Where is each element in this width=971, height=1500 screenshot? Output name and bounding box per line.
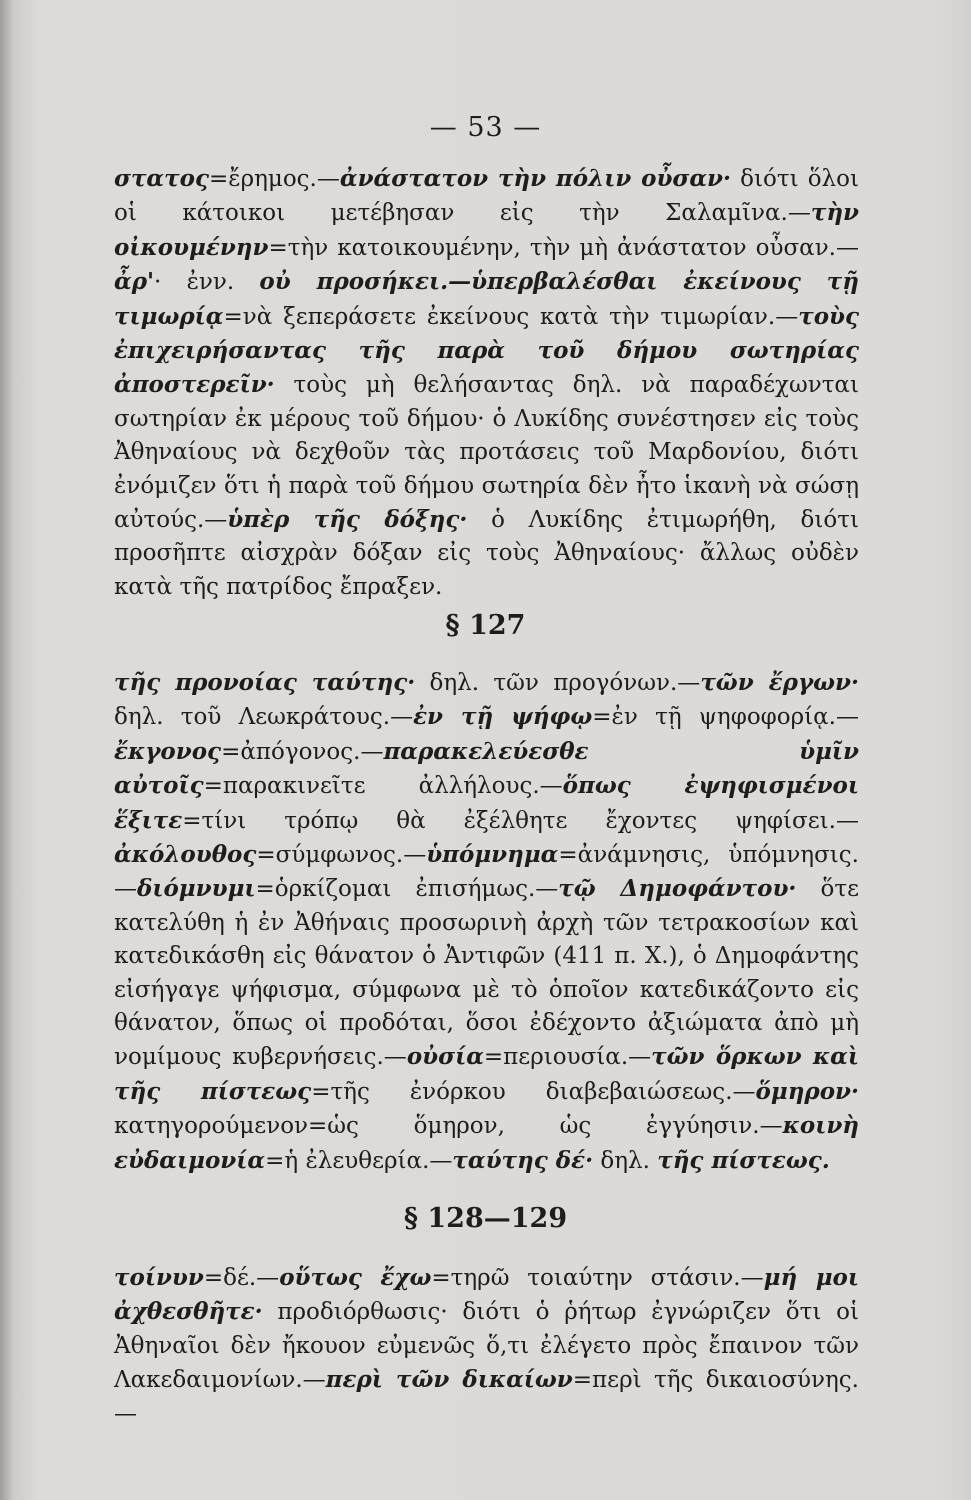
lemma-term: ὅμηρον·: [755, 1077, 860, 1105]
lemma-term: κοινὴ εὐδαιμονία: [114, 1112, 859, 1174]
gloss-text: =ἡ ἐλευθερία.—: [265, 1147, 453, 1174]
lemma-term: τῷ Δημοφάντου·: [558, 875, 797, 903]
gloss-text: δηλ. τοῦ Λεωκράτους.—: [114, 704, 414, 731]
gloss-text: =περιουσία.—: [483, 1044, 652, 1071]
lemma-term: παρακελεύεσθε ὑμῖν αὐτοῖς: [114, 737, 859, 800]
lemma-term: ὑπόμνημα: [426, 841, 559, 869]
gloss-text: δηλ. τῶν προγόνων.—: [415, 670, 701, 696]
commentary-paragraph-3: [114, 1261, 859, 1431]
page-number: — 53 —: [429, 112, 542, 143]
gloss-text: =τίνι τρόπῳ θὰ ἐξέλθητε ἔχοντες ψηφίσει.—: [182, 807, 859, 834]
lemma-term: ἔκγονος: [114, 737, 222, 765]
lemma-term: ὅπως ἐψηφισμένοι ἕξιτε: [114, 772, 859, 834]
gloss-text: τοὺς μὴ θελήσαντας δηλ. νὰ παραδέχωνται σωτηρίαν ἐκ μέρους τοῦ δήμου· ὁ Λυκίδης συνέστησεν εἰς τοὺς Ἀθηναίους νὰ δεχθοῦν τὰς προτάσεις τοῦ Μαρδονίου, διότι ἐνόμιζεν ὅτι ἡ παρὰ τοῦ δήμου σωτηρία δὲν ἦτο ἱκανὴ νὰ σώσῃ αὐτούς.—: [114, 372, 859, 534]
lemma-term: ἀνάστατον τὴν πόλιν οὖσαν·: [339, 165, 732, 192]
lemma-term: τῆς προνοίας ταύτης·: [114, 669, 416, 696]
paragraph-text: [114, 666, 859, 1178]
lemma-term: τοίνυν: [114, 1264, 204, 1291]
lemma-term: ἀκόλουθος: [114, 841, 257, 869]
gloss-text: =ἀνάμνησις, ὑπόμνησις.—: [114, 842, 859, 903]
gloss-text: =τηρῶ τοιαύτην στάσιν.—: [431, 1265, 764, 1291]
gloss-text: δηλ.: [593, 1147, 658, 1174]
gloss-text: =δέ.—: [203, 1265, 280, 1291]
gloss-text: =ἐν τῇ ψηφοφορίᾳ.—: [592, 704, 859, 731]
gloss-text: =νὰ ξεπεράσετε ἐκείνους κατὰ τὴν τιμωρίαν.—: [223, 303, 799, 330]
lemma-term: μή μοι ἀχθεσθῆτε·: [114, 1264, 859, 1326]
lemma-term: τῶν ὅρκων καὶ τῆς πίστεως: [114, 1043, 859, 1105]
lemma-term: στατος: [114, 165, 209, 192]
section-heading-128-129: § 128—129: [403, 1203, 568, 1234]
lemma-term: τῆς πίστεως.: [657, 1146, 830, 1174]
lemma-term: οὕτως ἔχω: [279, 1264, 432, 1291]
lemma-term: τῶν ἔργων·: [700, 669, 860, 696]
gloss-text: =σύμφωνος.—: [256, 842, 427, 869]
gloss-text: προδιόρθωσις· διότι ὁ ῥήτωρ ἐγνώριζεν ὅτι οἱ Ἀθηναῖοι δὲν ἤκουον εὐμενῶς ὅ,τι ἐλέγετο πρὸς ἔπαινον τῶν Λακεδαιμονίων.—: [114, 1299, 859, 1394]
gloss-text: κατηγορούμενον=ὡς ὅμηρον, ὡς ἐγγύησιν.—: [114, 1113, 783, 1140]
gloss-text: =ἔρημος.—: [208, 166, 340, 192]
lemma-term: οὐ προσήκει.—ὑπερβαλέσθαι ἐκείνους τῇ τιμωρίᾳ: [114, 268, 859, 330]
lemma-term: ταύτης δέ·: [452, 1146, 594, 1174]
commentary-paragraph-2: [114, 666, 859, 1178]
lemma-term: τὴν οἰκουμένην: [114, 199, 859, 261]
gloss-text: ὁ Λυκίδης ἐτιμωρήθη, διότι προσῆπτε αἰσχρὰν δόξαν εἰς τοὺς Ἀθηναίους· ἄλλως οὐδὲν κατὰ τῆς πατρίδος ἔπραξεν.: [114, 507, 859, 600]
gloss-text: διότι ὅλοι οἱ κάτοικοι μετέβησαν εἰς τὴν Σαλαμῖνα.—: [114, 166, 859, 227]
gloss-text: =τῆς ἐνόρκου διαβεβαιώσεως.—: [311, 1078, 756, 1105]
section-heading-127: § 127: [445, 610, 526, 641]
lemma-term: ἆρ': [114, 268, 155, 296]
lemma-term: τοὺς ἐπιχειρήσαντας τῆς παρὰ τοῦ δήμου σωτηρίας ἀποστερεῖν·: [114, 302, 859, 399]
gloss-text: =ὁρκίζομαι ἐπισήμως.—: [255, 876, 559, 903]
lemma-term: οὐσία: [406, 1043, 484, 1071]
gloss-text: ὅτε κατελύθη ἡ ἐν Ἀθήναις προσωρινὴ ἀρχὴ τῶν τετρακοσίων καὶ κατεδικάσθη εἰς θάνατον ὁ Ἀντιφῶν (411 π. Χ.), ὁ Δημοφάντης εἰσήγαγε ψήφισμα, σύμφωνα μὲ τὸ ὁποῖον κατεδικάζοντο εἰς θάνατον, ὅπως οἱ προδόται, ὅσοι ἐδέχοντο ἀξιώματα ἀπὸ μὴ νομίμους κυβερνήσεις.—: [114, 876, 859, 1071]
gloss-text: · ἐνν.: [154, 269, 260, 296]
lemma-term: ὑπὲρ τῆς δόξης·: [227, 506, 468, 534]
paragraph-text: [114, 1261, 859, 1431]
gloss-text: =τὴν κατοικουμένην, τὴν μὴ ἀνάστατον οὖσαν.—: [268, 234, 859, 261]
lemma-term: ἐν τῇ ψήφῳ: [413, 703, 593, 731]
gloss-text: =παρακινεῖτε ἀλλήλους.—: [203, 773, 563, 800]
gloss-text: =ἀπόγονος.—: [221, 738, 384, 765]
gloss-text: =περὶ τῆς δικαιοσύνης.—: [114, 1367, 859, 1427]
commentary-paragraph-1: [114, 162, 859, 604]
paragraph-text: [114, 162, 859, 604]
lemma-term: περὶ τῶν δικαίων: [325, 1366, 573, 1394]
lemma-term: διόμνυμι: [137, 875, 256, 903]
